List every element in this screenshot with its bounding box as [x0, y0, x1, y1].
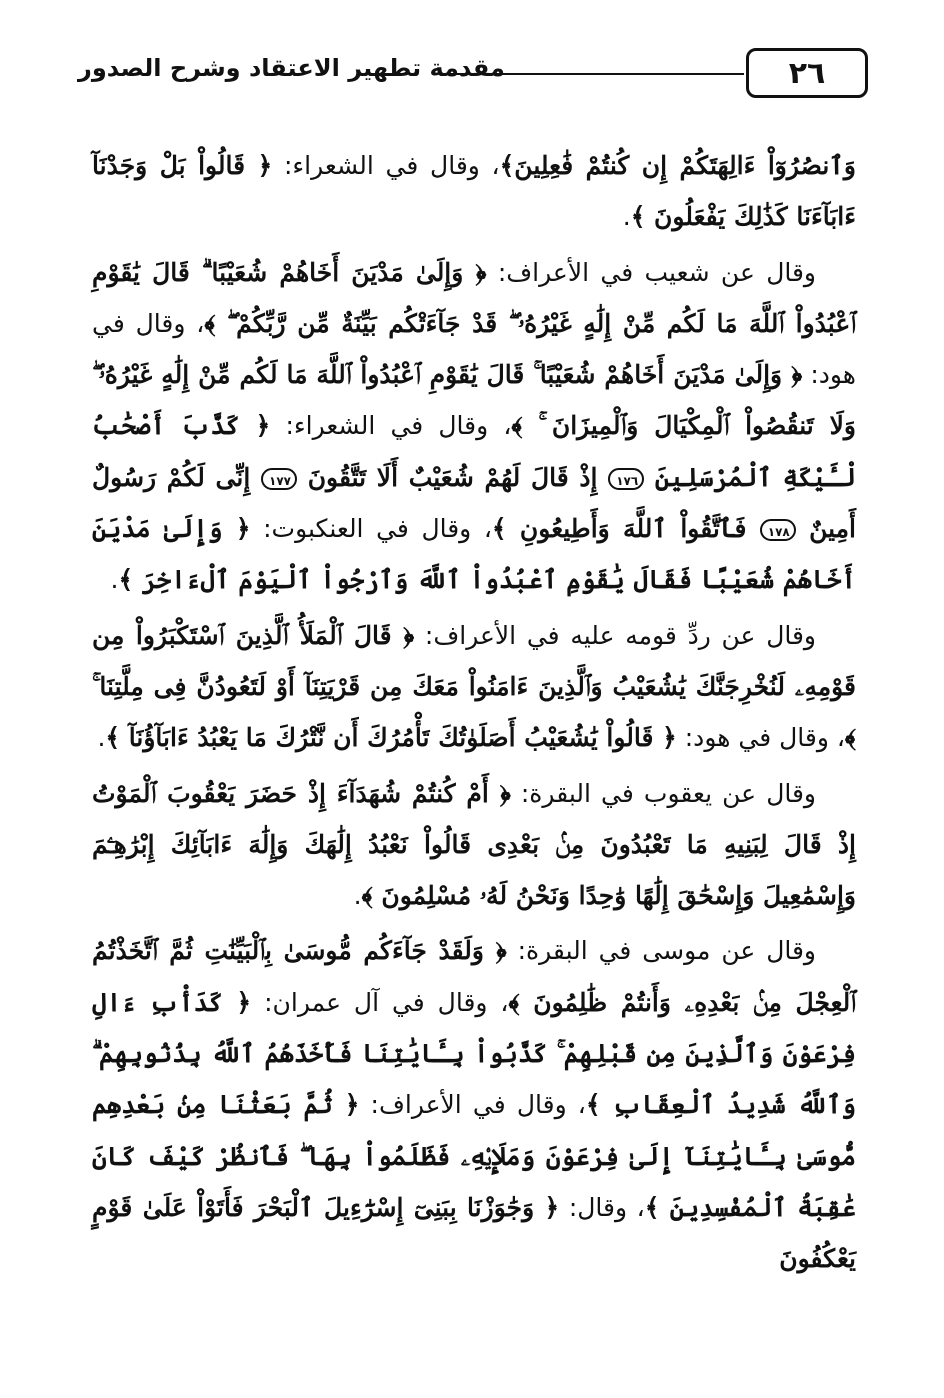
ornate-close-bracket: ﴾: [511, 411, 523, 441]
quran-verse: فَٱتَّقُواْ ٱللَّهَ وَأَطِيعُونِ: [506, 514, 760, 544]
commentary-text: .: [110, 565, 119, 595]
commentary-text: ، وقال في الشعراء:: [272, 151, 500, 180]
ayah-number-marker: ١٧٧: [261, 468, 297, 490]
ornate-open-bracket: ﴿: [475, 257, 487, 287]
commentary-text: وقال عن يعقوب في البقرة:: [510, 778, 816, 808]
quran-verse: ثُمَّ بَعَثْنَا مِنۢ بَعْدِهِم مُّوسَىٰ بِـَٔايَٰتِنَآ إِلَىٰ فِرْعَوْنَ وَمَلَإِي۟هِۦ فَظَلَمُواْ بِهَا ۖ فَٱنظُرْ كَيْفَ كَانَ عَٰقِبَةُ ٱلْمُفْسِدِينَ: [92, 1090, 856, 1222]
quran-verse: وَإِلَىٰ مَدْيَنَ أَخَاهُمْ شُعَيْبًا ۗ قَالَ يَٰقَوْمِ ٱعْبُدُواْ ٱللَّهَ مَا لَكُم مِّنْ إِلَٰهٍ غَيْرُهُۥ ۖ قَدْ جَآءَتْكُم بَيِّنَةٌ مِّن رَّبِّكُمْ ۖ: [92, 257, 856, 338]
paragraph: [92, 768, 856, 922]
quran-verse: كَدَأْبِ ءَالِ فِرْعَوْنَ وَٱلَّذِينَ مِن قَبْلِهِمْ ۚ كَذَّبُواْ بِـَٔايَٰتِنَا فَأَخَذَهُمُ ٱللَّهُ بِذُنُوبِهِمْ ۗ وَٱللَّهُ شَدِيدُ ٱلْعِقَابِ: [92, 987, 856, 1120]
quran-verse: قَالُواْ يَٰشُعَيْبُ أَصَلَوٰتُكَ تَأْمُرُكَ أَن نَّتْرُكَ مَا يَعْبُدُ ءَابَآؤُنَآ: [120, 723, 663, 753]
ornate-close-bracket: ﴾: [585, 1090, 601, 1120]
commentary-text: ، وقال في العنكبوت:: [250, 514, 492, 544]
ornate-close-bracket: ﴾: [644, 1192, 660, 1222]
ornate-close-bracket: ﴾: [630, 202, 646, 232]
ayah-number-marker: ١٧٦: [608, 468, 644, 490]
ornate-close-bracket: ﴾: [508, 987, 520, 1017]
commentary-text: وقال عن موسى في البقرة:: [506, 936, 816, 966]
ornate-open-bracket: ﴿: [403, 620, 415, 650]
quran-verse: وَٱنصُرُوٓاْ ءَالِهَتَكُمْ إِن كُنتُمْ فَٰعِلِينَ: [514, 151, 856, 180]
ornate-open-bracket: ﴿: [235, 514, 251, 544]
quran-verse: إِنِّى لَكُمْ رَسُولٌ أَمِينٌ: [92, 462, 857, 544]
quran-verse: كَذَّبَ أَصْحَٰبُ لْـَٔيْكَةِ ٱلْمُرْسَلِينَ: [92, 411, 857, 492]
ornate-open-bracket: ﴿: [236, 987, 252, 1017]
page-header: [78, 40, 868, 102]
quran-verse: وَجَٰوَزْنَا بِبَنِىٓ إِسْرَٰٓءِيلَ ٱلْبَحْرَ فَأَتَوْاْ عَلَىٰ قَوْمٍ يَعْكُفُونَ: [92, 1192, 856, 1274]
commentary-text: .: [97, 723, 106, 753]
ornate-close-bracket: ﴾: [118, 565, 134, 595]
body-text: [92, 140, 856, 1285]
quran-verse: إِذْ قَالَ لَهُمْ شُعَيْبٌ أَلَا تَتَّقُونَ: [297, 462, 609, 492]
ornate-close-bracket: ﴾: [105, 723, 121, 753]
ornate-close-bracket: ﴾: [844, 723, 856, 753]
quran-verse: قَالَ ٱلْمَلَأُ ٱلَّذِينَ ٱسْتَكْبَرُواْ مِن قَوْمِهِۦ لَنُخْرِجَنَّكَ يَٰشُعَيْبُ وَٱلَّذِينَ ءَامَنُواْ مَعَكَ مِن قَرْيَتِنَآ أَوْ لَتَعُودُنَّ فِى مِلَّتِنَا ۚ: [92, 620, 856, 701]
commentary-text: وقال عن شعيب في الأعراف:: [486, 257, 816, 287]
paragraph: [92, 247, 856, 606]
commentary-text: ، وقال في هود:: [676, 723, 845, 753]
paragraph: [92, 140, 856, 243]
commentary-text: ، وقال في هود:: [92, 308, 856, 390]
commentary-text: وقال عن ردِّ قومه عليه في الأعراف:: [414, 620, 817, 650]
commentary-text: ، وقال:: [559, 1192, 645, 1222]
quran-verse: قَالُواْ بَلْ وَجَدْنَآ ءَابَآءَنَا كَذَٰلِكَ يَفْعَلُونَ: [92, 151, 856, 232]
ornate-open-bracket: ﴿: [791, 360, 803, 390]
ornate-close-bracket: ﴾: [204, 308, 216, 338]
paragraph: [92, 610, 856, 764]
ornate-open-bracket: ﴿: [662, 723, 677, 753]
quran-verse: وَلَقَدْ جَآءَكُم مُّوسَىٰ بِٱلْبَيِّنَٰتِ ثُمَّ ٱتَّخَذْتُمُ ٱلْعِجْلَ مِنۢ بَعْدِهِۦ وَأَنتُمْ ظَٰلِمُونَ: [92, 936, 856, 1017]
ornate-open-bracket: ﴿: [495, 936, 507, 966]
ornate-close-bracket: ﴾: [361, 881, 373, 911]
commentary-text: .: [353, 881, 362, 911]
commentary-text: ، وقال في آل عمران:: [251, 987, 509, 1017]
ornate-open-bracket: ﴿: [544, 1192, 560, 1222]
ayah-number-marker: ١٧٨: [760, 519, 796, 541]
commentary-text: .: [622, 202, 631, 232]
ornate-close-bracket: ﴾: [499, 151, 515, 180]
commentary-text: ، وقال في الشعراء:: [270, 411, 512, 441]
quran-verse: وَإِلَىٰ مَدْيَنَ أَخَاهُمْ شُعَيْبًا ۚ قَالَ يَٰقَوْمِ ٱعْبُدُواْ ٱللَّهَ مَا لَكُم مِّنْ إِلَٰهٍ غَيْرُهُۥ ۖ وَلَا تَنقُصُواْ ٱلْمِكْيَالَ وَٱلْمِيزَانَ ۚ: [92, 360, 857, 441]
paragraph: [92, 925, 856, 1284]
ornate-open-bracket: ﴿: [257, 151, 273, 180]
ornate-close-bracket: ﴾: [491, 514, 507, 544]
ornate-open-bracket: ﴿: [344, 1090, 360, 1120]
commentary-text: ، وقال في الأعراف:: [359, 1090, 586, 1120]
page-number: ٢٦: [746, 48, 868, 98]
ornate-open-bracket: ﴿: [255, 411, 271, 441]
quran-verse: أَمْ كُنتُمْ شُهَدَآءَ إِذْ حَضَرَ يَعْقُوبَ ٱلْمَوْتُ إِذْ قَالَ لِبَنِيهِ مَا تَعْبُدُونَ مِنۢ بَعْدِى قَالُواْ نَعْبُدُ إِلَٰهَكَ وَإِلَٰهَ ءَابَآئِكَ إِبْرَٰهِـۧمَ وَإِسْمَٰعِيلَ وَإِسْحَٰقَ إِلَٰهًا وَٰحِدًا وَنَحْنُ لَهُۥ مُسْلِمُونَ: [92, 778, 856, 911]
ornate-open-bracket: ﴿: [499, 778, 511, 808]
quran-verse: وَإِلَىٰ مَدْيَنَ أَخَاهُمْ شُعَيْبًا فَقَالَ يَٰقَوْمِ ٱعْبُدُواْ ٱللَّهَ وَٱرْجُواْ ٱلْيَوْمَ ٱلْءَاخِرَ: [92, 514, 856, 595]
running-title: مقدمة تطهير الاعتقاد وشرح الصدور: [78, 54, 505, 82]
